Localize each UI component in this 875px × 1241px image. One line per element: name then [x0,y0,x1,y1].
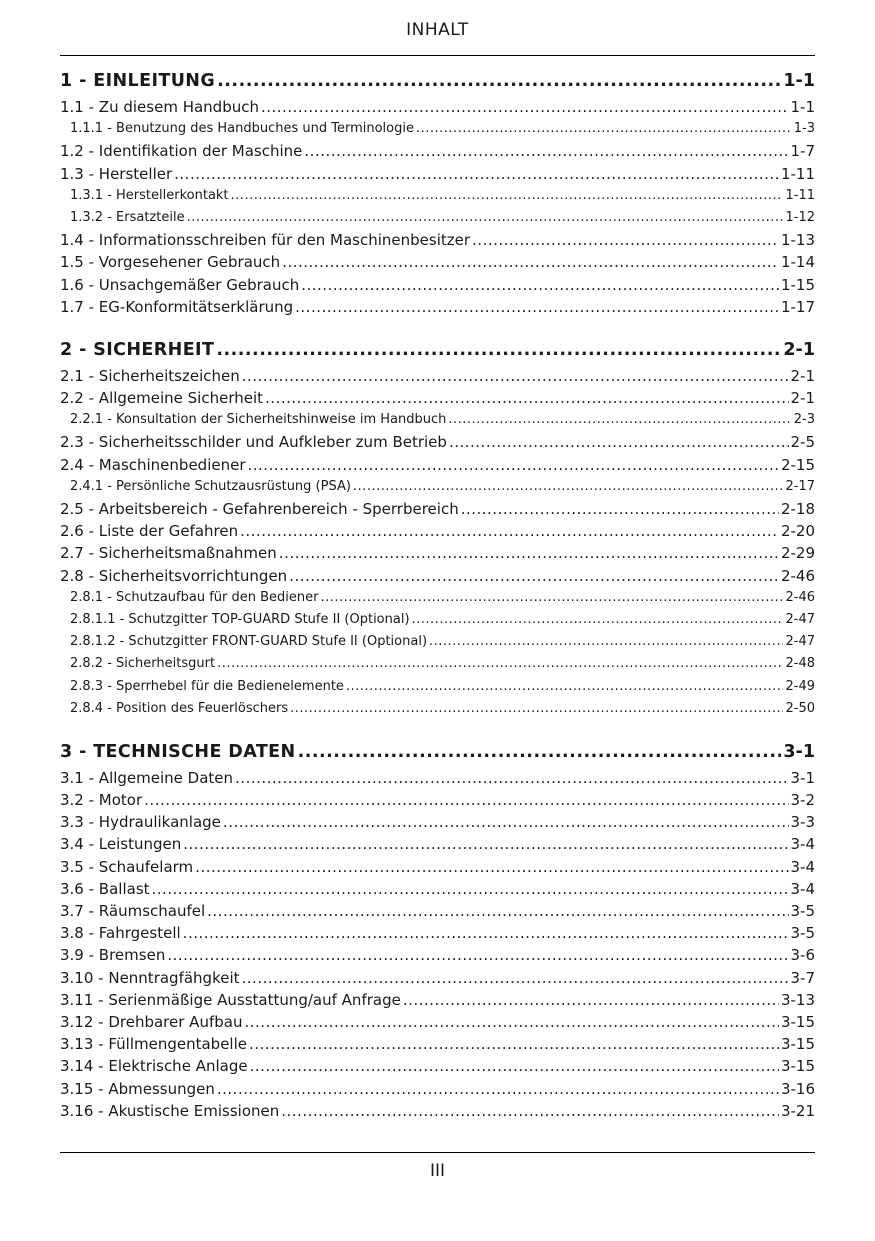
toc-section-entry[interactable] [60,520,815,542]
toc-section-entry[interactable] [60,789,815,811]
toc-entry-title: 1.3 - Hersteller [60,164,173,183]
dot-leader [429,631,783,653]
toc-entry-title: 3.11 - Serienmäßige Ausstattung/auf Anfrage [60,990,401,1009]
dot-leader [187,207,784,229]
header-rule [60,55,815,56]
dot-leader [244,1011,778,1033]
toc-subsection-entry[interactable] [60,409,815,431]
toc-entry-page: 2-3 [793,412,815,428]
toc-entry-page: 1-13 [780,231,815,250]
toc-section-entry[interactable] [60,1011,815,1033]
toc-entry-title: 2.8.4 - Position des Feuerlöschers [70,700,289,716]
toc-subsection-entry[interactable] [60,185,815,207]
toc-entry-title: 1.4 - Informationsschreiben für den Maschinenbesitzer [60,231,471,250]
toc-section-entry[interactable] [60,163,815,185]
toc-entry-title: 3.3 - Hydraulikanlage [60,813,221,832]
toc-entry-title: 3.9 - Bremsen [60,946,166,965]
dot-leader [248,454,779,476]
toc-entry-title: 1.1 - Zu diesem Handbuch [60,98,259,116]
dot-leader [298,737,782,767]
toc-entry-page: 3-15 [780,1035,815,1054]
dot-leader [223,811,789,833]
dot-leader [217,1078,779,1100]
toc-entry-page: 1-7 [790,142,815,161]
dot-leader [207,900,788,922]
dot-leader [216,335,781,365]
toc-entry-title: 3.10 - Nenntragfähgkeit [60,968,240,987]
toc-entry-title: 2.4.1 - Persönliche Schutzausrüstung (PSA) [70,478,351,494]
dot-leader [195,856,788,878]
toc-entry-title: 2.8.2 - Sicherheitsgurt [70,656,216,672]
toc-chapter [60,335,815,720]
toc-chapter-heading[interactable] [60,66,815,96]
toc-entry-page: 1-1 [783,71,815,91]
toc-entry-title: 3.5 - Schaufelarm [60,857,194,876]
toc-section-entry[interactable] [60,767,815,789]
toc-chapter [60,737,815,1122]
dot-leader [240,520,779,542]
toc-section-entry[interactable] [60,365,815,387]
toc-subsection-entry[interactable] [60,207,815,229]
dot-leader [167,944,788,966]
dot-leader [235,767,788,789]
toc-chapter-heading[interactable] [60,737,815,767]
dot-leader [174,163,779,185]
dot-leader [261,96,789,118]
toc-section-entry[interactable] [60,296,815,318]
toc-entry-title: 3 - TECHNISCHE DATEN [60,741,296,762]
toc-entry-page: 2-5 [790,433,815,452]
toc-section-entry[interactable] [60,274,815,296]
toc-entry-page: 2-1 [790,389,815,408]
toc-entry-page: 1-11 [780,164,815,183]
toc-entry-title: 2.6 - Liste der Gefahren [60,522,239,541]
toc-subsection-entry[interactable] [60,587,815,609]
dot-leader [448,409,791,431]
toc-section-entry[interactable] [60,1055,815,1077]
dot-leader [279,542,779,564]
footer-rule [60,1152,815,1153]
toc-entry-page: 3-4 [790,835,815,854]
toc-chapter-heading[interactable] [60,335,815,365]
dot-leader [250,1055,779,1077]
toc-entry-page: 2-46 [780,566,815,585]
toc-entry-page: 3-3 [790,813,815,832]
toc-entry-page: 1-17 [780,297,815,316]
toc-entry-page: 3-7 [790,968,815,987]
toc-entry-page: 2-46 [785,589,815,605]
toc-chapter [60,66,815,318]
toc-entry-title: 1.2 - Identifikation der Maschine [60,142,303,161]
toc-entry-title: 2.2 - Allgemeine Sicherheit [60,389,264,408]
toc-entry-page: 3-21 [780,1101,815,1120]
dot-leader [304,140,788,162]
toc-entry-page: 3-2 [790,791,815,810]
dot-leader [265,387,788,409]
table-of-contents [60,66,815,1122]
toc-entry-page: 2-20 [780,522,815,541]
dot-leader [183,833,788,855]
toc-section-entry[interactable] [60,140,815,162]
toc-entry-page: 3-6 [790,946,815,965]
dot-leader [217,653,783,675]
toc-entry-title: 3.16 - Akustische Emissionen [60,1101,280,1120]
toc-entry-page: 2-47 [785,611,815,627]
dot-leader [346,676,784,698]
dot-leader [301,274,779,296]
dot-leader [152,878,789,900]
toc-section-entry[interactable] [60,967,815,989]
dot-leader [217,66,781,96]
dot-leader [412,609,784,631]
toc-entry-title: 1.7 - EG-Konformitätserklärung [60,297,294,316]
toc-entry-page: 3-4 [790,879,815,898]
toc-entry-page: 3-13 [780,990,815,1009]
toc-entry-page: 1-1 [790,98,815,116]
toc-section-entry[interactable] [60,856,815,878]
toc-entry-title: 2.7 - Sicherheitsmaßnahmen [60,544,277,563]
toc-entry-page: 2-48 [785,656,815,672]
toc-entry-title: 3.13 - Füllmengentabelle [60,1035,247,1054]
toc-entry-title: 2.8.3 - Sperrhebel für die Bedienelemente [70,678,344,694]
toc-entry-page: 2-17 [785,478,815,494]
toc-entry-title: 3.6 - Ballast [60,879,150,898]
toc-entry-page: 3-1 [790,768,815,787]
dot-leader [231,185,784,207]
toc-section-entry[interactable] [60,811,815,833]
toc-entry-page: 2-49 [785,678,815,694]
toc-entry-page: 1-15 [780,275,815,294]
toc-entry-title: 3.1 - Allgemeine Daten [60,768,234,787]
toc-entry-title: 1.3.1 - Herstellerkontakt [70,187,229,203]
toc-entry-title: 2.1 - Sicherheitszeichen [60,366,240,385]
toc-entry-page: 1-14 [780,253,815,272]
toc-entry-page: 3-5 [790,902,815,920]
toc-section-entry[interactable] [60,229,815,251]
page-header: INHALT [406,20,469,40]
toc-entry-title: 1.3.2 - Ersatzteile [70,209,185,225]
dot-leader [353,476,784,498]
toc-section-entry[interactable] [60,454,815,476]
toc-entry-page: 2-15 [780,455,815,474]
toc-entry-title: 1.5 - Vorgesehener Gebrauch [60,253,281,272]
toc-entry-page: 3-4 [790,857,815,876]
toc-entry-title: 2.8.1.2 - Schutzgitter FRONT-GUARD Stufe II (Optional) [70,634,428,650]
toc-entry-page: 3-16 [780,1079,815,1098]
toc-entry-title: 2.2.1 - Konsultation der Sicherheitshinweise im Handbuch [70,412,447,428]
toc-entry-title: 2.8.1.1 - Schutzgitter TOP-GUARD Stufe II (Optional) [70,611,410,627]
dot-leader [295,296,779,318]
toc-entry-title: 3.12 - Drehbarer Aufbau [60,1012,243,1031]
toc-section-entry[interactable] [60,989,815,1011]
toc-entry-title: 2.4 - Maschinenbediener [60,455,246,474]
toc-subsection-entry[interactable] [60,609,815,631]
toc-entry-title: 3.15 - Abmessungen [60,1079,215,1098]
dot-leader [320,587,783,609]
toc-subsection-entry[interactable] [60,653,815,675]
toc-entry-title: 2.5 - Arbeitsbereich - Gefahrenbereich - Sperrbereich [60,500,459,518]
dot-leader [449,431,789,453]
toc-entry-page: 1-11 [785,187,815,203]
dot-leader [416,118,792,140]
dot-leader [144,789,788,811]
toc-section-entry[interactable] [60,900,815,922]
toc-section-entry[interactable] [60,878,815,900]
toc-entry-title: 3.8 - Fahrgestell [60,924,181,943]
toc-entry-title: 3.4 - Leistungen [60,835,182,854]
dot-leader [242,365,789,387]
toc-section-entry[interactable] [60,565,815,587]
dot-leader [461,498,779,520]
toc-entry-page: 1-3 [793,121,815,137]
chapter-spacer [60,318,815,335]
toc-section-entry[interactable] [60,922,815,944]
toc-entry-title: 1.1.1 - Benutzung des Handbuches und Terminologie [70,121,414,137]
toc-entry-title: 3.2 - Motor [60,791,143,810]
toc-entry-page: 2-1 [783,339,815,360]
toc-section-entry[interactable] [60,1033,815,1055]
toc-entry-title: 1 - EINLEITUNG [60,71,216,91]
toc-entry-title: 2.8 - Sicherheitsvorrichtungen [60,566,288,585]
toc-section-entry[interactable] [60,498,815,520]
toc-entry-page: 1-12 [785,209,815,225]
chapter-spacer [60,720,815,737]
dot-leader [403,989,779,1011]
toc-section-entry[interactable] [60,251,815,273]
toc-entry-page: 2-50 [785,700,815,716]
dot-leader [289,565,779,587]
toc-subsection-entry[interactable] [60,676,815,698]
page-number: III [429,1161,446,1181]
toc-section-entry[interactable] [60,1078,815,1100]
toc-entry-page: 3-15 [780,1012,815,1031]
toc-entry-page: 2-1 [790,366,815,385]
toc-section-entry[interactable] [60,96,815,118]
dot-leader [281,1100,779,1122]
toc-section-entry[interactable] [60,944,815,966]
toc-entry-page: 3-1 [783,741,815,762]
toc-subsection-entry[interactable] [60,698,815,720]
toc-subsection-entry[interactable] [60,631,815,653]
dot-leader [183,922,789,944]
toc-entry-title: 2.3 - Sicherheitsschilder und Aufkleber zum Betrieb [60,433,447,452]
toc-entry-title: 3.14 - Elektrische Anlage [60,1057,248,1076]
toc-entry-page: 2-29 [780,544,815,563]
dot-leader [290,698,783,720]
toc-section-entry[interactable] [60,1100,815,1122]
toc-entry-title: 2.8.1 - Schutzaufbau für den Bediener [70,589,319,605]
dot-leader [282,251,779,273]
toc-entry-title: 3.7 - Räumschaufel [60,902,206,920]
toc-entry-page: 3-5 [790,924,815,943]
toc-section-entry[interactable] [60,431,815,453]
toc-entry-page: 2-47 [785,634,815,650]
toc-entry-page: 2-18 [780,500,815,518]
dot-leader [249,1033,779,1055]
toc-section-entry[interactable] [60,542,815,564]
toc-subsection-entry[interactable] [60,476,815,498]
toc-section-entry[interactable] [60,387,815,409]
toc-entry-title: 2 - SICHERHEIT [60,339,215,360]
dot-leader [472,229,779,251]
toc-entry-title: 1.6 - Unsachgemäßer Gebrauch [60,275,300,294]
toc-subsection-entry[interactable] [60,118,815,140]
toc-entry-page: 3-15 [780,1057,815,1076]
toc-section-entry[interactable] [60,833,815,855]
dot-leader [242,967,789,989]
